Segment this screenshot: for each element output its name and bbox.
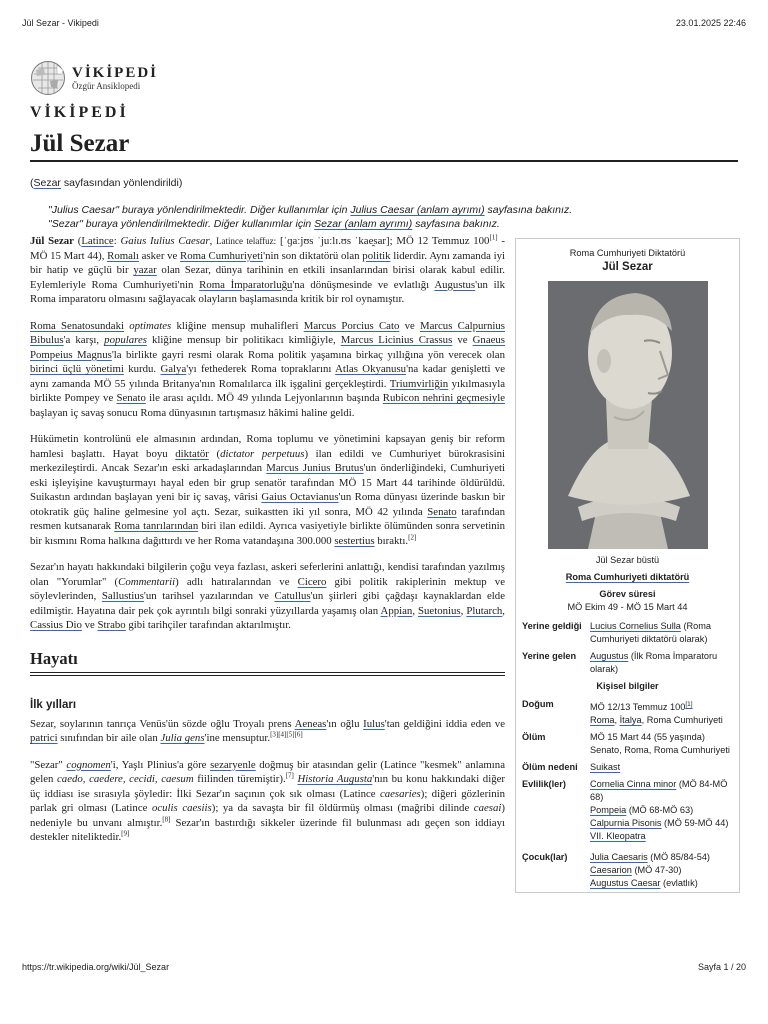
infobox-row-successor: Yerine gelen Augustus (İlk Roma İmparatoru olarak) — [522, 651, 718, 674]
page-title: Jül Sezar — [30, 130, 738, 162]
article-link[interactable]: Galya — [160, 363, 187, 375]
article-link[interactable]: Roma tanrılarından — [114, 520, 199, 532]
hatnotes — [48, 203, 668, 231]
subsection-heading: İlk yılları — [30, 698, 77, 711]
list-item — [590, 830, 733, 843]
infobox-row-death: Ölüm MÖ 15 Mart 44 (55 yaşında) Senato, Roma, Roma Cumhuriyeti — [522, 732, 730, 756]
redirect-notice: (Sezar sayfasından yönlendirildi) — [30, 177, 183, 189]
article-link[interactable]: Plutarch — [466, 604, 503, 617]
child-link[interactable]: Augustus Caesar — [590, 878, 661, 889]
article-link[interactable]: Appian — [380, 604, 413, 617]
print-footer — [22, 962, 746, 972]
article-link[interactable]: Catullus — [274, 590, 311, 602]
article-link[interactable]: diktatör — [175, 447, 209, 460]
logo-title: VİKİPEDİ — [72, 65, 159, 81]
article-link[interactable]: Senato — [427, 505, 457, 518]
article-link[interactable]: Roma Senatosundaki — [30, 319, 124, 332]
infobox-office-link[interactable]: Roma Cumhuriyeti diktatörü — [565, 572, 690, 582]
article-link[interactable]: Strabo — [97, 619, 126, 631]
article-link[interactable]: Julia gens — [160, 732, 205, 744]
caesar-bust-image[interactable] — [548, 281, 708, 549]
infobox-above: Roma Cumhuriyeti Diktatörü — [569, 248, 686, 258]
spouse-link[interactable]: Calpurnia Pisonis — [590, 818, 662, 829]
article-link[interactable]: Gaius Octavianus — [261, 491, 339, 503]
article-link[interactable]: cognomen — [66, 758, 111, 771]
predecessor-link[interactable]: Lucius Cornelius Sulla — [590, 621, 681, 631]
article-link[interactable]: Rubicon nehrini geçmesiyle — [382, 392, 506, 404]
article-link[interactable]: Augustus — [434, 278, 476, 291]
article-link[interactable]: Sallustius — [101, 590, 144, 602]
article-link[interactable]: Historia Augusta — [297, 773, 373, 785]
article-link[interactable]: Cassius Dio — [30, 619, 82, 631]
article-link[interactable]: Triumvirliğin — [389, 377, 449, 390]
print-url: https://tr.wikipedia.org/wiki/Jül_Sezar — [22, 962, 170, 972]
article-link[interactable]: Atlas Okyanusu — [335, 363, 407, 375]
article-link[interactable]: Marcus Junius Brutus — [266, 462, 364, 474]
infobox-personal-header: Kişisel bilgiler — [596, 681, 659, 691]
paragraph: Sezar, soylarının tanrıça Venüs'ün sözde oğlu Troyalı prens Aeneas'ın oğlu Iulus'tan geldiğini iddia eden ve patrici sınıfından bir aile olan Julia gens'ine mensuptur.[3][4][5][6] — [30, 717, 505, 744]
article-body — [30, 234, 505, 857]
article-link[interactable]: Gnaeus Pompeius Magnus — [30, 334, 506, 361]
print-datetime: 23.01.2025 22:46 — [675, 18, 746, 28]
list-item: Cornelia Cinna minor (MÖ 84-MÖ 68) — [590, 779, 728, 803]
hatnote-link[interactable]: Julius Caesar (anlam ayrımı) — [350, 204, 485, 216]
article-link[interactable]: populares — [104, 334, 147, 346]
print-header — [22, 18, 746, 28]
infobox-row-birth: Doğum MÖ 12/13 Temmuz 100[1] Roma, İtalya, Roma Cumhuriyeti — [522, 699, 723, 726]
article-link[interactable]: Romalı — [107, 249, 139, 262]
paragraph: Sezar'ın hayatı hakkındaki bilgilerin çoğu veya fazlası, askeri seferlerini anlattığı, kendisi tarafından yazılmış olan "Yorumlar" (Commentarii) adlı hatıralarından ve Cicero gibi politik rakiplerinin mektup ve söylevlerinden, Sallustius'un tarihsel yazılarından ve Catullus'un şiirleri gibi çağdaşı kaynaklardan elde edilmiştir. Hayatına dair pek çok ayrıntılı bilgi sonraki yüzyıllarda yaşamış olan Appian, Suetonius, Plutarch, Cassius Dio ve Strabo gibi tarihçiler tarafından aktarılmıştır. — [30, 561, 506, 631]
article-link[interactable]: Latince — [81, 235, 114, 247]
article-link[interactable]: Roma Cumhuriyeti — [180, 249, 264, 262]
article-link[interactable]: Cicero — [297, 575, 327, 588]
article-link[interactable]: yazar — [133, 264, 157, 276]
paragraph: "Sezar" cognomen'i, Yaşlı Plinius'a göre sezaryenle doğmuş bir atasından gelir (Latince "kesmek" anlamına gelen caedo, caedere, cecidi, caesum fiilinden türemiştir).[7] Historia Augusta'nın bu konu hakkındaki diğer üç iddiası ise sırasıyla şöyledir: İlki Sezar'ın saçının çok sık olması (Latince caesaries); diğeri gözlerinin parlak gri olması (Latince oculis caesiis); ya da savaşta bir fil öldürmüş olması (mağribi dilinde caesai) nedeniyle bu unvanı almıştır.[8] Sezar'ın bastırdığı sikkeler üzerinde fil bulunması adı geçen son iddiayı destekler niteliktedir.[9] — [30, 758, 505, 843]
infobox-row-children: Çocuk(lar) Julia Caesaris (MÖ 85/84-54) Caesarion (MÖ 47-30) Augustus Caesar (evlatlık) — [516, 849, 739, 892]
print-title: Jül Sezar - Vikipedi — [22, 18, 99, 28]
article-link[interactable]: Suetonius — [418, 604, 461, 617]
hatnote: "Julius Caesar" buraya yönlendirilmektedir. Diğer kullanımlar için Julius Caesar (anlam ayrımı) sayfasına bakınız. — [48, 204, 573, 216]
hatnote: "Sezar" buraya yönlendirilmektedir. Diğer kullanımlar için Sezar (anlam ayrımı) sayfasına bakınız. — [48, 218, 500, 230]
infobox-row-cause: Ölüm nedeni Suikast — [522, 762, 621, 773]
spouse-link[interactable]: Cornelia Cinna minor — [590, 779, 677, 790]
redirect-link[interactable]: Sezar — [33, 177, 61, 189]
cause-link[interactable]: Suikast — [590, 762, 621, 773]
infobox-term-label: Görev süresi — [599, 589, 656, 599]
list-item: Augustus Caesar (evlatlık) — [590, 878, 698, 889]
wikipedia-logo[interactable] — [30, 60, 158, 96]
hatnote-link[interactable]: Sezar (anlam ayrımı) — [314, 218, 413, 230]
child-link[interactable]: Julia Caesaris — [590, 852, 648, 863]
article-link[interactable]: sestertius — [334, 534, 375, 547]
infobox-name: Jül Sezar — [602, 261, 653, 273]
lead-paragraph: Jül Sezar (Latince: Gaius Iulius Caesar, Latince telaffuz: [ˈɡaːjʊs ˈjuːlɪ.ʊs ˈkae̯sar]; MÖ 12 Temmuz 100[1] - MÖ 15 Mart 44), Romalı asker ve Roma Cumhuriyeti'nin son diktatörü olan politik liderdir. Aynı zamanda iyi bir hatip ve güçlü bir yazar olan Sezar, dünya tarihinin en etkili insanlarından birisi olarak kabul edilir. Eylemleriyle Roma Cumhuriyeti'nin Roma İmparatorluğu'na dönüşmesinde ve evlatlığı Augustus'un ilk Roma imparatoru olmasını sağlayacak olayların başlamasında kritik bir rol oynamıştır. — [30, 233, 506, 305]
reference-link[interactable]: [1] — [685, 701, 693, 708]
infobox-caption: Jül Sezar büstü — [595, 555, 660, 565]
section-heading: Hayatı — [30, 649, 505, 673]
paragraph: Hükümetin kontrolünü ele almasının ardından, Roma toplumu ve yönetimini kapsayan geniş bir reform hamlesi başlattı. Hayat boyu diktatör (dictator perpetuus) ilan edildi ve Cumhuriyet bürokrasisini merkezileştirdi. Ancak Sezar'ın eski arkadaşlarından Marcus Junius Brutus'un önderliğindeki, Cumhuriyeti eski işleyişine kavuşturmayı hayal eden bir grup senatör tarafından MÖ 15 Mart 44 tarihinde öldürüldü. Suikastın ardından başlayan yeni bir iç savaş, vârisi Gaius Octavianus'un Roma dünyası üzerinde baskın bir otokratik güç haline gelmesine yol açtı. Sezar, suikastten iki yıl sonra, MÖ 42 yılında Senato tarafından resmen kutsanarak Roma tanrılarından biri ilan edildi. Ayrıca vasiyetiyle birlikte ölümünden sonra servetinin bir kısmını Roma halkına dağıttırdı ve her Roma vatandaşına 300.000 sestertius bıraktı.[2] — [30, 433, 506, 547]
article-link[interactable]: Marcus Porcius Cato — [303, 319, 400, 332]
infobox — [515, 238, 740, 893]
article-link[interactable]: politik — [362, 249, 391, 262]
list-item: Pompeia (MÖ 68-MÖ 63) — [590, 805, 694, 816]
list-item: Caesarion (MÖ 47-30) — [590, 865, 682, 876]
paragraph: Roma Senatosundaki optimates kliğine mensup muhalifleri Marcus Porcius Cato ve Marcus Calpurnius Bibulus'a karşı, populares kliğine mensup bir politikacı kimliğiyle, Marcus Licinius Crassus ve Gnaeus Pompeius Magnus'la birlikte gayri resmi olarak Roma politik yaşamına birkaç yıllığına yön verecek olan birinci üçlü yönetimi kurdu. Galya'yı fethederek Roma topraklarını Atlas Okyanusu'na kadar genişletti ve aynı zamanda MÖ 55 yılında Britanya'nın Romalılarca ilk işgalini gerçekleştirdi. Triumvirliğin yıkılmasıyla birlikte Pompey ve Senato ile arası açıldı. MÖ 49 yılında Lejyonlarının başında Rubicon nehrini geçmesiyle başlayan iç savaş sonucu Roma dünyasının tartışmasız hâkimi haline geldi. — [30, 319, 506, 419]
article-link[interactable]: Roma İmparatorluğu — [199, 278, 293, 291]
spouse-link[interactable]: Pompeia — [590, 805, 627, 816]
child-link[interactable]: Caesarion — [590, 865, 632, 876]
article-link[interactable]: Marcus Licinius Crassus — [340, 334, 453, 346]
article-link[interactable]: Aeneas — [294, 717, 327, 730]
logo-subtitle: Özgür Ansiklopedi — [72, 81, 141, 91]
wikipedia-wordmark: VİKİPEDİ — [30, 104, 129, 121]
article-link[interactable]: Iulus — [363, 717, 385, 730]
birth-place-link[interactable]: Roma — [590, 715, 615, 726]
article-link[interactable]: patrici — [30, 732, 58, 744]
article-link[interactable]: sezaryenle — [210, 758, 256, 771]
article-link[interactable]: Marcus Calpurnius Bibulus — [30, 319, 506, 346]
spouse-link[interactable]: VII. Kleopatra — [590, 831, 646, 842]
article-link[interactable]: birinci üçlü yönetimi — [30, 363, 124, 375]
infobox-term: MÖ Ekim 49 - MÖ 15 Mart 44 — [567, 602, 688, 612]
article-link[interactable]: Senato — [116, 392, 146, 404]
successor-link[interactable]: Augustus — [590, 651, 629, 661]
birth-place-link[interactable]: İtalya — [619, 715, 642, 726]
print-page-number: Sayfa 1 / 20 — [697, 962, 746, 972]
puzzle-globe-icon — [30, 60, 66, 96]
infobox-row-predecessor: Yerine geldiği Lucius Cornelius Sulla (Roma Cumhuriyeti diktatörü olarak) — [522, 621, 712, 644]
list-item: Julia Caesaris (MÖ 85/84-54) — [590, 852, 710, 863]
list-item: Calpurnia Pisonis (MÖ 59-MÖ 44) — [590, 818, 729, 829]
infobox-row-spouses: Evlilik(ler) Cornelia Cinna minor (MÖ 84-MÖ 68) Pompeia (MÖ 68-MÖ 63) Calpurnia Pisonis (MÖ 59-MÖ 44) VII. Kleopatra — [516, 776, 739, 845]
